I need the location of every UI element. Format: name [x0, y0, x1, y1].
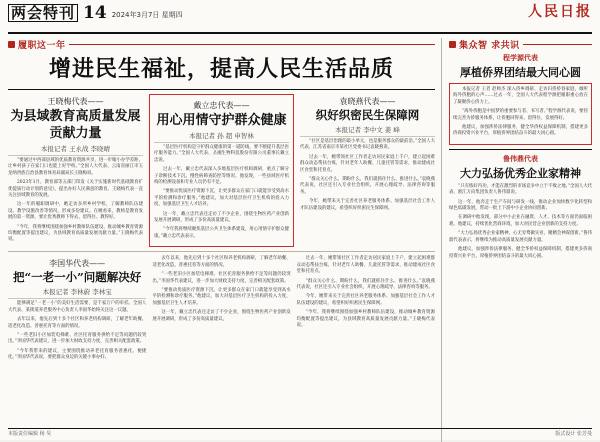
- article-title: 大力弘扬优秀企业家精神: [460, 166, 581, 180]
- article-paragraph: 能够满足“一老一小”的美好生活需要，是千家万户的牵挂。全国人大代表、某街道养老服务中心负责人李国华始终关注这一议题。: [8, 301, 147, 313]
- main-column: [8, 38, 442, 442]
- article-kicker: 戴立忠代表——: [193, 101, 250, 110]
- article-body: [300, 139, 435, 212]
- article-li-guohua: [8, 256, 146, 364]
- article-continuation-middle: [152, 256, 290, 364]
- bottom-article-row: [8, 256, 435, 364]
- article-paragraph: 这一年，他奔走于生产车间与研发一线，推动企业加快数字化转型和绿色低碳发展，带动一批上下游中小企业协同创新。: [449, 199, 592, 212]
- article-paragraph: “基层医疗机构是守护群众健康的第一道防线，要不断提升基层医疗服务能力。”全国人大代表、圣湘生物科技股份有限公司董事长戴立忠说。: [154, 145, 289, 163]
- right-section-label: 集众智 求共识: [459, 41, 520, 51]
- article-paragraph: “今年，我将继续围绕加强乡村教师队伍建设、推动城乡教育资源均衡配置等提出建议，为县域教育高质量发展贡献力量。”王晓梅代表说。: [8, 224, 143, 243]
- article-dai-lizhong: [149, 94, 294, 247]
- article-continuation-right: [297, 256, 435, 364]
- article-paragraph: “今年我带来的建议，主要围绕推动养老托育服务普惠化、便捷化。”李国华代表说，要把群众身边的关键小事办好。: [8, 348, 147, 361]
- article-title: 用心用情守护群众健康: [156, 113, 287, 128]
- top-article-row: [8, 94, 435, 247]
- article-title: 厚植侨界团结最大同心圆: [460, 66, 581, 79]
- article-kicker: 王晓梅代表——: [47, 97, 104, 106]
- article-kicker: 袁晓燕代表——: [339, 97, 396, 106]
- article-paragraph: “社区是基层治理的最小单元，也是服务群众的最前沿。”全国人大代表、江苏省南京市某社区党委书记袁晓燕说。: [300, 139, 435, 151]
- article-body: [8, 158, 143, 244]
- article-paragraph: 去年以来，他先后到十多个社区和养老机构调研，了解老年助餐、适老化改造、普惠托育等方面的情况。: [152, 256, 291, 268]
- section-rule: [523, 44, 592, 45]
- date-line: 2024年3月7日 星期四: [111, 11, 183, 19]
- paper-brand: 人民日报: [528, 4, 592, 20]
- article-title: 为县域教育高质量发展贡献力量: [10, 109, 141, 141]
- article-body: [8, 301, 146, 361]
- page-body: [8, 38, 592, 442]
- article-paragraph: 过去一年，她带领社区工作者走访居民家庭上千户，建立起困难群众动态帮扶台账，针对老年人助餐、儿童托管等需求，推动建成社区食堂和托育点。: [300, 154, 435, 173]
- page-footer: [8, 428, 592, 437]
- article-paragraph: 这一年，戴立忠代表还走访了不少企业，围绕生物医药产业创新发展开展调研，形成了多份高质量建议。: [154, 211, 289, 224]
- article-paragraph: 去年以来，他先后到十多个社区和养老机构调研，了解老年助餐、适老化改造、普惠托育等方面的情况。: [8, 317, 147, 329]
- article-paragraph: 过去一年，戴立忠代表深入多地基层医疗机构调研，重点了解分子诊断技术下沉、慢性病筛查防控等情况。他发现，一些县域医疗机构的检测设备和专业人员仍有不足。: [154, 167, 289, 186]
- article-paragraph: 今年，她带来关于完善社区养老服务体系、加强基层社会工作人才队伍建设的建议，希望织好织密民生保障网。: [296, 294, 435, 306]
- article-yuan-xiaoyan: [300, 94, 435, 247]
- article-paragraph: 这一年的履职调研中，她走访多所乡村学校，了解教师队伍建设、教学设施改善等情况，形成多份建议。在她看来，教师是教育发展的第一资源，要让优秀教师下得去、留得住、教得好。: [8, 202, 143, 221]
- article-body-box: [449, 83, 592, 145]
- article-paragraph: 在调研中他发现，部分中小企业在融资、人才、技术等方面仍面临困难。他建议，持续优化营商环境，加大对民营企业创新的支持力度。: [449, 215, 592, 227]
- article-kicker: 程学源代表: [503, 53, 538, 62]
- article-body: [154, 145, 289, 240]
- article-byline: 本报记者 李中文 姜 峰: [300, 125, 435, 137]
- right-article-lu-weiding: [449, 154, 592, 260]
- article-paragraph: “要通过中西部县域的优质教育资源共享，进一步缩小办学差距，让乡村孩子在家门口也能上好学校。”全国人大代表、云南省丽江市玉龙纳西族自治县教育体育局副局长王晓梅说。: [8, 158, 143, 176]
- article-paragraph: “只有练好内功，才能在激烈的市场竞争中立于不败之地。”全国人大代表、浙江万向集团负责人鲁伟鼎说。: [449, 183, 593, 196]
- article-paragraph: “一些老旧小区加装电梯难、社区托育服务供给不足等问题仍较突出。”李国华代表建议，进一步加大财政支持力度，完善相关配套政策。: [152, 272, 291, 284]
- article-paragraph: 他建议，加强涉侨法律服务，健全华侨权益保障机制，搭建更多侨商投资兴业平台，厚植侨界团结奋斗的最大同心圆。: [453, 125, 588, 137]
- article-paragraph: 今年，她带来关于完善社区养老服务体系、加强基层社会工作人才队伍建设的建议，希望织好织密民生保障网。: [300, 199, 435, 211]
- article-byline: 本报记者 王永战 李晓晴: [8, 144, 143, 156]
- article-paragraph: “要推动优质医疗资源下沉，让更多群众在家门口就能享受到高水平的检测和诊疗服务。”他建议，加大对基层医疗卫生机构的投入力度，加强基层卫生人才培养。: [154, 189, 289, 208]
- article-wang-xiaomei: [8, 94, 143, 247]
- right-article-cheng-xueyuan: [449, 53, 592, 145]
- special-edition-title: 两会特刊: [8, 4, 78, 22]
- page-headline: 增进民生福祉，提高人民生活品质: [8, 53, 435, 90]
- main-section-tag: [8, 38, 435, 51]
- article-paragraph: 过去一年，她带领社区工作者走访居民家庭上千户，建立起困难群众动态帮扶台账，针对老年人助餐、儿童托管等需求，推动建成社区食堂和托育点。: [296, 256, 435, 275]
- right-divider: [449, 149, 592, 150]
- article-paragraph: “群众关心什么、期盼什么，我们就抓住什么、推进什么。”袁晓燕代表说，社区还引入专业社会组织，开展心理疏导、法律咨询等服务。: [296, 278, 435, 290]
- article-title: 织好织密民生保障网: [315, 108, 420, 122]
- article-body: [453, 87, 588, 138]
- article-body: [449, 184, 592, 260]
- article-byline: 本报记者 李林蔚 李林宝: [8, 287, 146, 299]
- article-paragraph: 2023年1月，教育部等五部门印发《关于实施新时代基础教育扩优提质行动计划的意见》，提出办好人民满意的教育。王晓梅代表一直关注县域教育的发展。: [8, 180, 143, 199]
- article-paragraph: “要推动优质医疗资源下沉，让更多群众在家门口就能享受到高水平的检测和诊疗服务。”他建议，加大对基层医疗卫生机构的投入力度，加强基层卫生人才培养。: [152, 287, 291, 306]
- article-title: 把“一老一小”问题解决好: [13, 270, 142, 285]
- footer-editor: 本版责任编辑 杨 昊: [8, 431, 52, 437]
- masthead: [8, 4, 592, 34]
- right-section-tag: [449, 38, 592, 51]
- article-paragraph: “今年，我将继续围绕加强乡村教师队伍建设、推动城乡教育资源均衡配置等提出建议，为县域教育高质量发展贡献力量。”王晓梅代表说。: [296, 310, 435, 328]
- article-paragraph: 本报记者 王者 赵帅杰 深入侨乡调研、走访归侨侨眷家庭，倾听海外侨胞的心声……过去一年，全国人大代表程学源把履职重心放在了凝聚侨心侨力上。: [453, 87, 588, 105]
- article-paragraph: “一些老旧小区加装电梯难、社区托育服务供给不足等问题仍较突出。”李国华代表建议，进一步加大财政支持力度，完善相关配套政策。: [8, 332, 147, 345]
- footer-designer: 版式设计 张芳曼: [555, 431, 592, 437]
- article-paragraph: “群众关心什么、期盼什么，我们就抓住什么、推进什么。”袁晓燕代表说，社区还引入专业社会组织，开展心理疏导、法律咨询等服务。: [300, 177, 435, 195]
- right-column: [442, 38, 592, 442]
- section-rule: [69, 44, 435, 45]
- article-paragraph: “今年我将继续聚焦基层公共卫生体系建设，用心用情守护群众健康。”戴立忠代表表示。: [154, 227, 289, 239]
- masthead-left: [8, 4, 183, 22]
- article-body: [152, 256, 290, 323]
- article-paragraph: “大力弘扬优秀企业家精神，心无旁骛做实业、聚精会神谋创新。”鲁伟鼎代表表示，将继续为推动高质量发展贡献力量。: [449, 231, 593, 243]
- article-byline: 本报记者 孙 超 申智林: [154, 131, 289, 143]
- main-section-label: 履职这一年: [18, 41, 66, 51]
- section-marker-icon: [8, 41, 15, 48]
- article-kicker: 李国华代表——: [49, 259, 106, 269]
- article-kicker: 鲁伟鼎代表: [503, 153, 538, 163]
- section-marker-icon: [449, 41, 456, 48]
- article-paragraph: “海外侨胞是中国梦的重要参与者、书写者。”程学源代表说，要持续完善为侨服务体系，让侨胞回得来、留得住、发展得好。: [453, 109, 588, 121]
- article-body: [297, 256, 435, 329]
- row-divider: [8, 251, 435, 252]
- article-paragraph: 他建议，加强涉侨法律服务，健全华侨权益保障机制，搭建更多侨商投资兴业平台，厚植侨界团结奋斗的最大同心圆。: [449, 247, 592, 259]
- article-paragraph: 这一年，戴立忠代表还走访了不少企业，围绕生物医药产业创新发展开展调研，形成了多份高质量建议。: [152, 310, 291, 322]
- page-number: 14: [83, 3, 107, 23]
